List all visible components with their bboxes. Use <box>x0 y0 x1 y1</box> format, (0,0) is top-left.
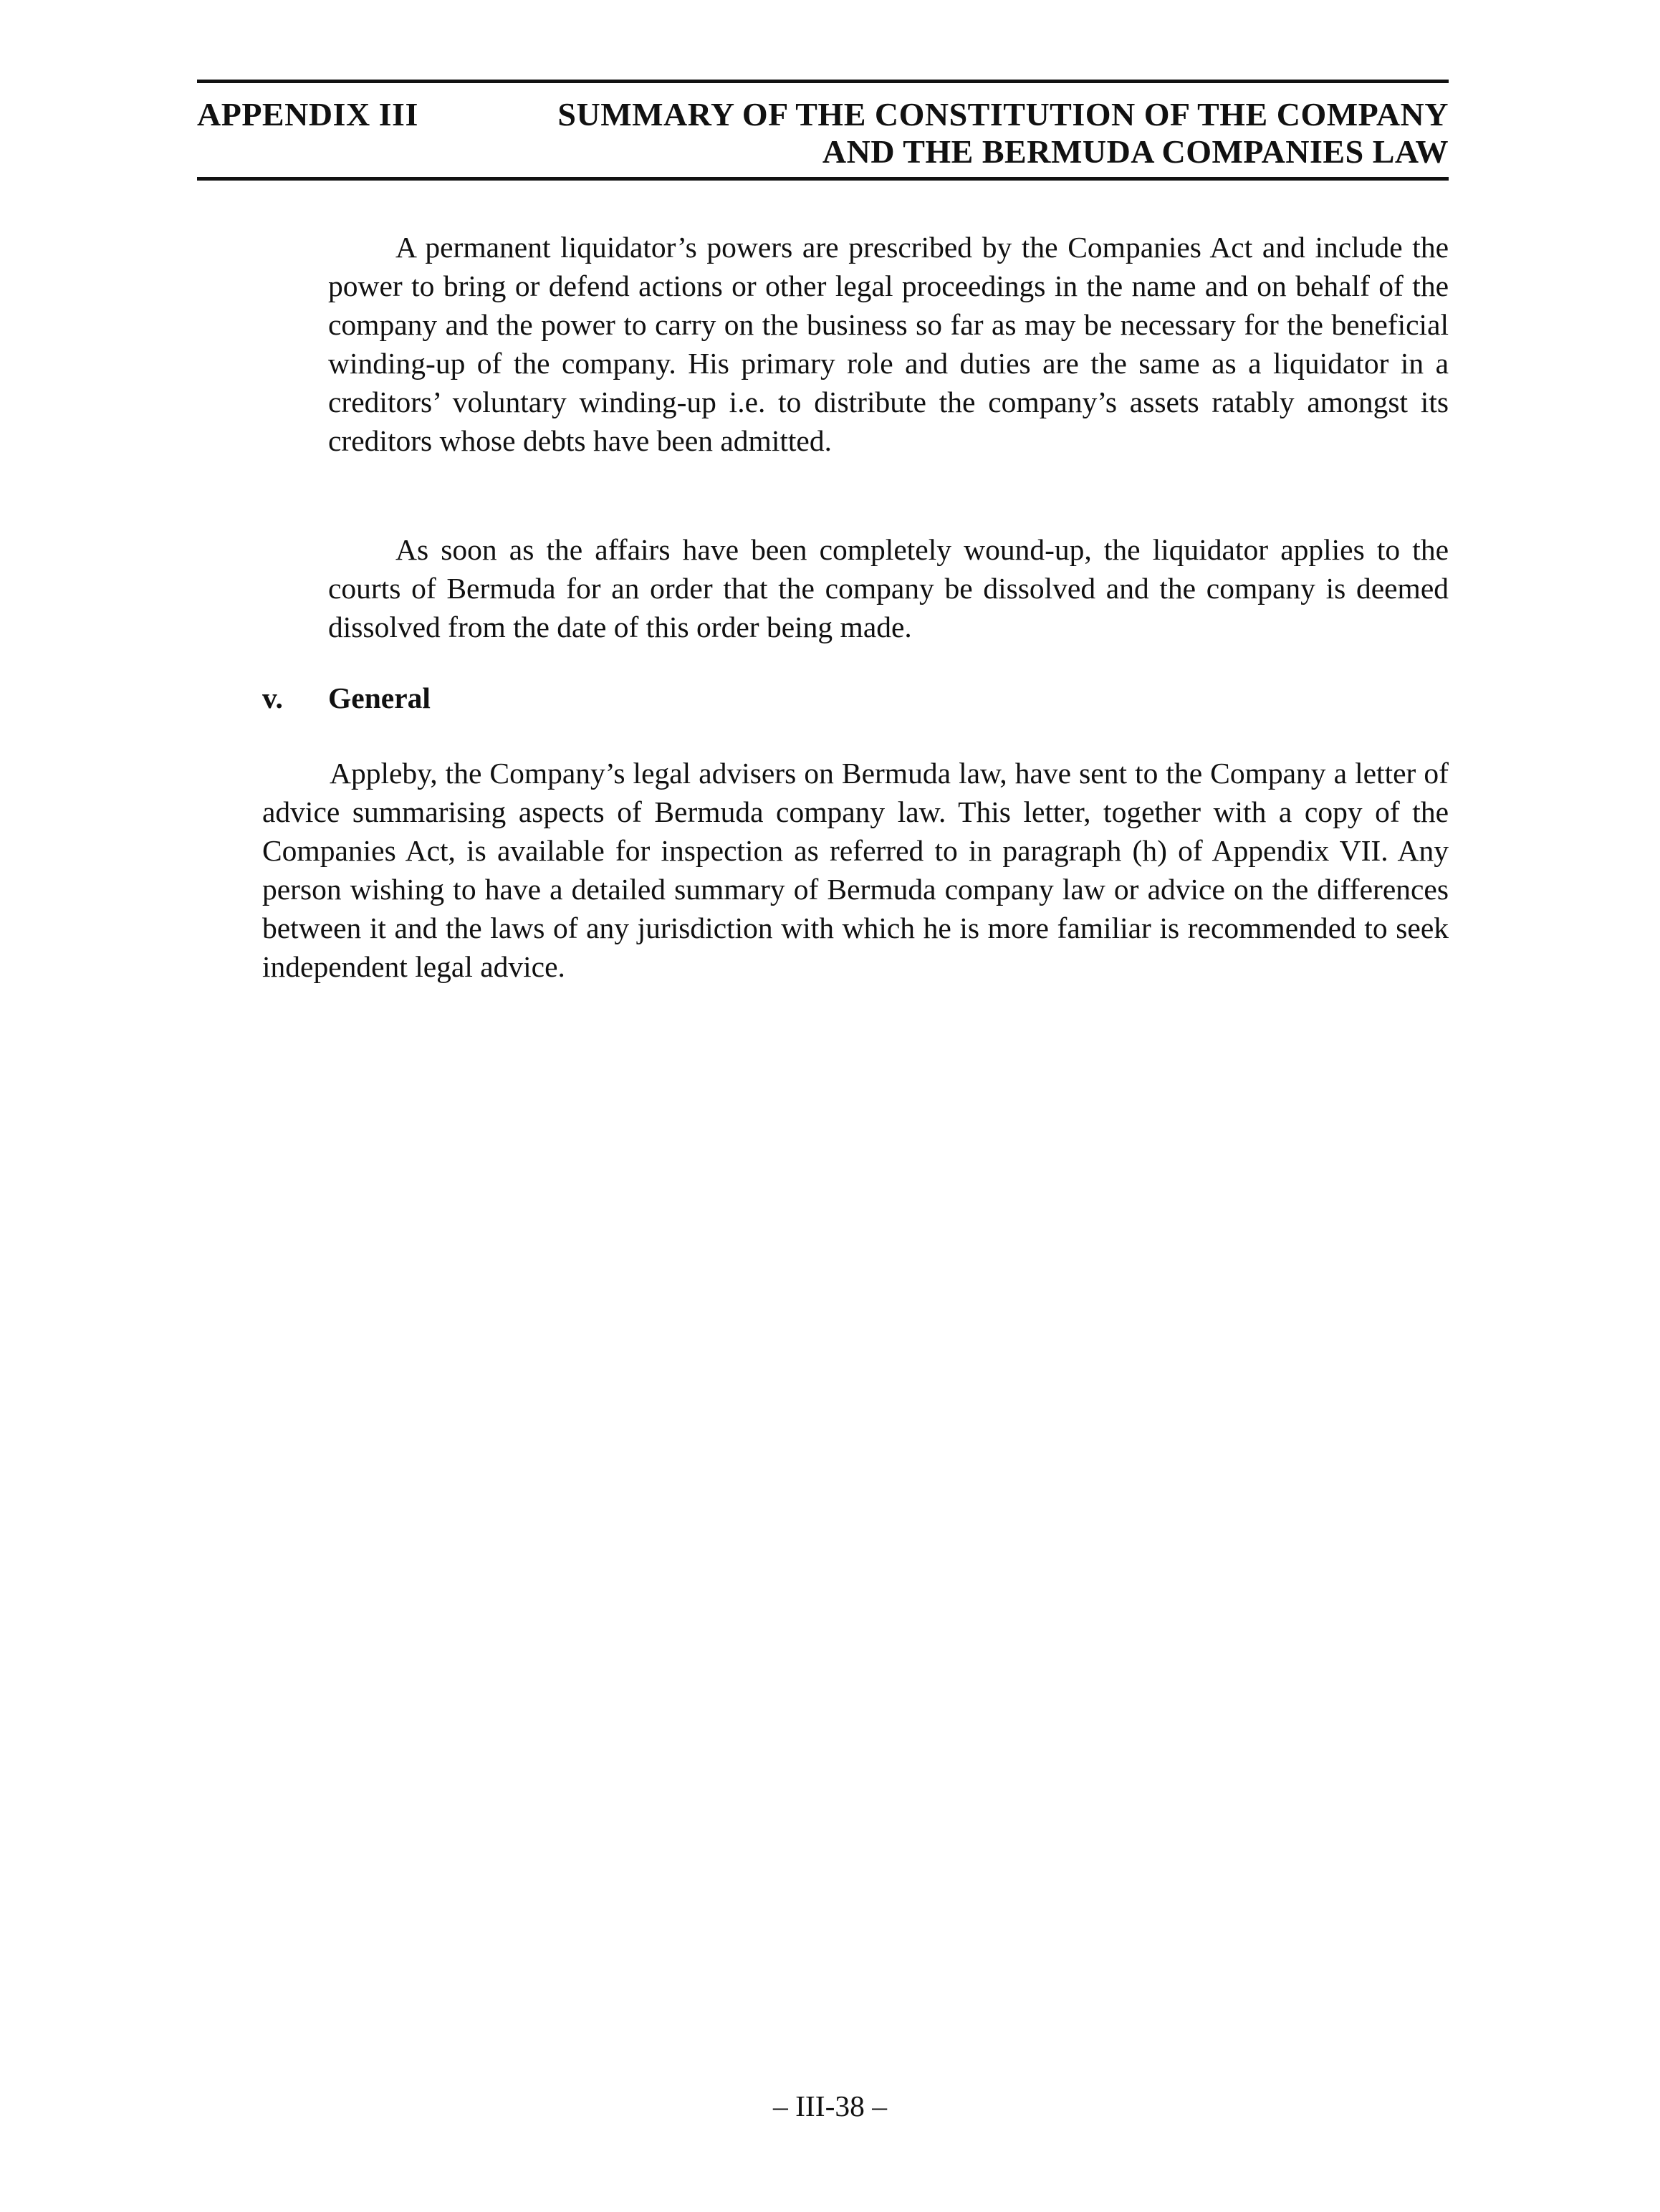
header-title <box>446 96 1449 171</box>
header-top-rule <box>197 80 1449 83</box>
appendix-label: APPENDIX III <box>197 96 418 133</box>
header-title-line-2: AND THE BERMUDA COMPANIES LAW <box>822 133 1449 170</box>
header-title-line-1: SUMMARY OF THE CONSTITUTION OF THE COMPANY <box>557 96 1449 133</box>
paragraph-dissolution: As soon as the affairs have been completely wound-up, the liquidator applies to the courts of Bermuda for an order that the company be dissolved and the company is deemed dissolved from the date of this order being made. <box>328 533 1449 643</box>
paragraph-liquidator-powers: A permanent liquidator’s powers are prescribed by the Companies Act and include the power to bring or defend actions or other legal proceedings in the name and on behalf of the company and the power to carry on the business so far as may be necessary for the beneficial winding-up of the company. His primary role and duties are the same as a liquidator in a creditors’ voluntary winding-up i.e. to distribute the company’s assets ratably amongst its creditors whose debts have been admitted. <box>328 231 1449 457</box>
section-title: General <box>328 681 431 714</box>
paragraph-general-advice: Appleby, the Company’s legal advisers on Bermuda law, have sent to the Company a letter of advice summarising aspects of Bermuda company law. This letter, together with a copy of the Companies Act, is available for inspection as referred to in paragraph (h) of Appendix VII. Any person wishing to have a detailed summary of Bermuda company law or advice on the differences between it and the laws of any jurisdiction with which he is more familiar is recommended to seek independent legal advice. <box>262 757 1449 983</box>
header-bottom-rule <box>197 177 1449 181</box>
page-number: – III-38 – <box>772 2089 888 2122</box>
section-number: v. <box>262 681 283 714</box>
